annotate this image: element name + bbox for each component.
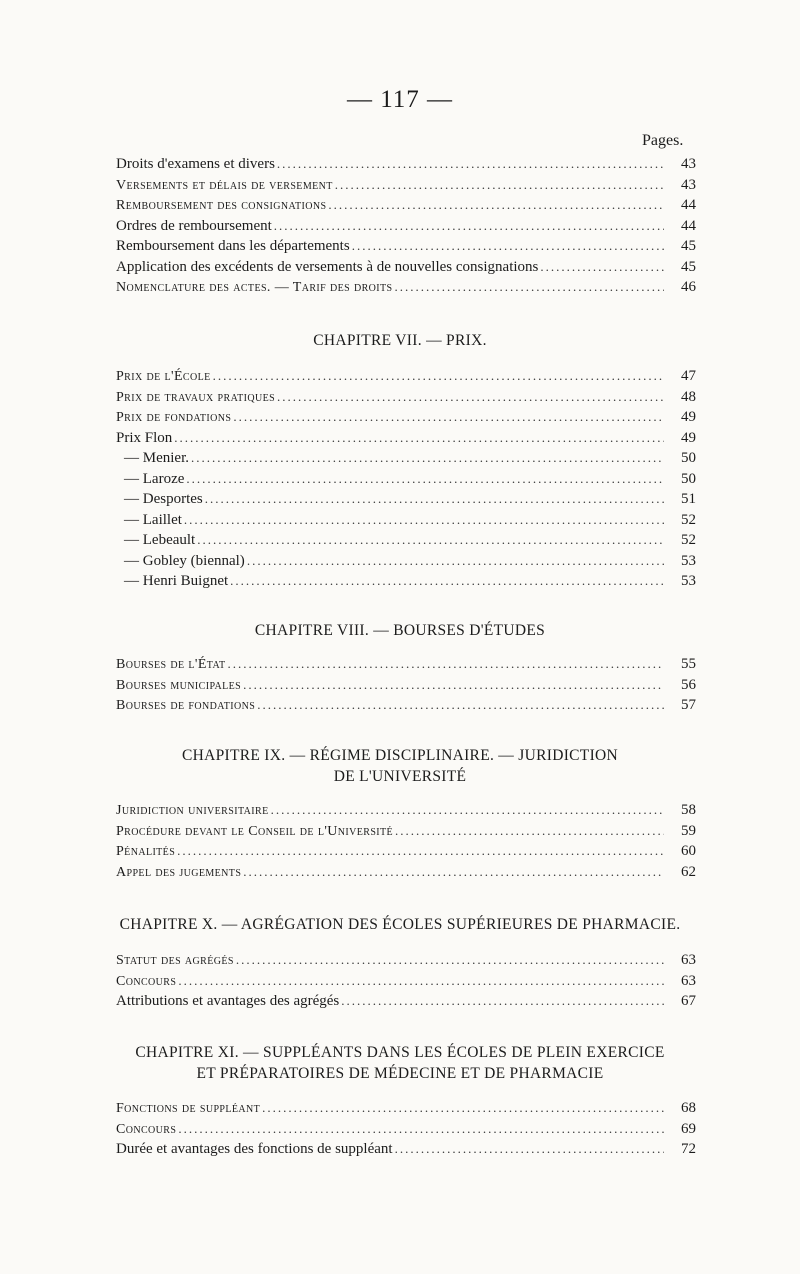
dot-leader xyxy=(395,1139,664,1160)
toc-entry xyxy=(116,530,696,551)
toc-entry-label: Nomenclature des actes. — Tarif des droits xyxy=(116,280,393,295)
toc-entry-label: Bourses municipales xyxy=(116,677,242,693)
toc-entry xyxy=(116,195,696,216)
chapter-title-line: ET PRÉPARATOIRES DE MÉDECINE ET DE PHARMACIE xyxy=(196,1065,604,1082)
dot-leader xyxy=(184,510,664,531)
dot-leader xyxy=(236,950,664,971)
toc-entry-page: 45 xyxy=(681,238,696,254)
toc-entry-page: 44 xyxy=(681,197,696,213)
toc-entry-label: Fonctions de suppléant xyxy=(116,1101,261,1116)
toc-entry xyxy=(116,387,696,408)
chapter-title-line: CHAPITRE IX. — RÉGIME DISCIPLINAIRE. — JURIDICTION xyxy=(181,747,619,764)
toc-entry-page: 69 xyxy=(681,1120,696,1137)
toc-entry-page: 72 xyxy=(681,1141,696,1157)
toc-entry xyxy=(116,277,696,298)
toc-entry-page: 56 xyxy=(681,676,696,693)
dot-leader xyxy=(230,571,664,592)
toc-entry-label: Prix Flon xyxy=(116,429,173,446)
dot-leader xyxy=(186,469,664,490)
toc-entry-label: Durée et avantages des fonctions de suppléant xyxy=(116,1141,393,1157)
toc-entry-page: 55 xyxy=(681,656,696,672)
toc-entry-page: 49 xyxy=(681,409,696,425)
dot-leader xyxy=(177,841,664,862)
toc-entry-page: 50 xyxy=(681,470,696,487)
chapter-title-line: CHAPITRE VIII. — BOURSES D'ÉTUDES xyxy=(254,622,546,639)
toc-chapter-section xyxy=(116,1098,696,1160)
toc-entry xyxy=(116,175,696,196)
toc-entry-label: Procédure devant le Conseil de l'Université xyxy=(116,823,394,839)
toc-entry-page: 58 xyxy=(681,802,696,818)
dot-leader xyxy=(191,448,664,469)
toc-entry xyxy=(116,862,696,883)
dot-leader xyxy=(174,428,664,449)
dot-leader xyxy=(213,366,664,387)
dot-leader xyxy=(197,530,664,551)
dot-leader xyxy=(277,154,664,175)
toc-entry-page: 60 xyxy=(681,843,696,859)
toc-entry-page: 68 xyxy=(681,1100,696,1116)
toc-entry-label: Statut des agrégés xyxy=(116,953,234,968)
toc-entry-label: Ordres de remboursement xyxy=(116,217,272,234)
toc-entry-label: Application des excédents de versements à de nouvelles consignations xyxy=(116,258,539,275)
toc-entry-label: Droits d'examens et divers xyxy=(116,156,275,172)
toc-entry-page: 62 xyxy=(681,863,696,880)
toc-entry xyxy=(116,1119,696,1140)
toc-entry-page: 47 xyxy=(681,368,696,384)
toc-entry-page: 63 xyxy=(681,972,696,989)
dot-leader xyxy=(328,195,664,216)
chapter-title xyxy=(100,330,700,351)
dot-leader xyxy=(352,236,664,257)
toc-entry-page: 49 xyxy=(681,429,696,446)
toc-entry-label: Prix de fondations xyxy=(116,410,232,425)
toc-chapter-section xyxy=(116,366,696,592)
toc-intro-section xyxy=(116,154,696,298)
chapter-title xyxy=(100,1042,700,1084)
toc-entry xyxy=(116,571,696,592)
toc-entry xyxy=(116,675,696,696)
toc-entry-label: Juridiction universitaire xyxy=(116,803,269,818)
toc-entry xyxy=(116,971,696,992)
toc-entry-page: 53 xyxy=(681,552,696,569)
toc-entry-label: — Laroze xyxy=(124,470,185,487)
toc-entry xyxy=(116,257,696,278)
pages-column-label: Pages. xyxy=(642,132,684,149)
toc-entry-label: Attributions et avantages des agrégés xyxy=(116,993,340,1009)
toc-entry-label: — Gobley (biennal) xyxy=(124,552,245,569)
page-number: — 117 — xyxy=(346,86,454,113)
toc-entry xyxy=(116,216,696,237)
chapter-title xyxy=(100,914,700,935)
dot-leader xyxy=(178,1119,664,1140)
toc-entry-page: 43 xyxy=(681,156,696,172)
toc-entry-label: — Desportes xyxy=(124,491,203,507)
dot-leader xyxy=(335,175,664,196)
toc-entry-page: 63 xyxy=(681,952,696,968)
toc-entry xyxy=(116,366,696,387)
chapter-title xyxy=(100,620,700,641)
toc-entry xyxy=(116,448,696,469)
dot-leader xyxy=(178,971,664,992)
toc-entry-label: Remboursement dans les départements xyxy=(116,238,350,254)
toc-entry xyxy=(116,510,696,531)
toc-entry xyxy=(116,821,696,842)
dot-leader xyxy=(262,1098,664,1119)
toc-entry-page: 57 xyxy=(681,697,696,713)
toc-entry-label: Pénalités xyxy=(116,844,176,859)
toc-entry xyxy=(116,654,696,675)
toc-entry-label: Concours xyxy=(116,973,177,989)
toc-entry-label: Versements et délais de versement xyxy=(116,177,333,193)
dot-leader xyxy=(247,551,664,572)
toc-entry-label: Bourses de fondations xyxy=(116,698,256,713)
dot-leader xyxy=(257,695,664,716)
toc-entry-label: — Laillet xyxy=(124,511,182,528)
toc-entry-page: 52 xyxy=(681,532,696,548)
toc-entry-page: 46 xyxy=(681,279,696,295)
toc-entry-page: 67 xyxy=(681,993,696,1009)
toc-entry-label: Appel des jugements xyxy=(116,864,242,880)
dot-leader xyxy=(243,675,664,696)
toc-entry-label: — Menier. xyxy=(124,450,189,466)
dot-leader xyxy=(277,387,664,408)
chapter-title-line: DE L'UNIVERSITÉ xyxy=(333,768,467,785)
toc-entry-page: 51 xyxy=(681,491,696,507)
toc-entry-page: 45 xyxy=(681,258,696,275)
toc-entry-page: 48 xyxy=(681,388,696,405)
toc-entry-label: Prix de travaux pratiques xyxy=(116,389,276,405)
toc-entry-page: 59 xyxy=(681,822,696,839)
chapter-title-line: CHAPITRE VII. — PRIX. xyxy=(313,332,487,349)
toc-entry xyxy=(116,1139,696,1160)
toc-entry xyxy=(116,991,696,1012)
toc-entry-page: 53 xyxy=(681,573,696,589)
toc-entry xyxy=(116,469,696,490)
toc-entry xyxy=(116,841,696,862)
toc-entry-label: — Lebeault xyxy=(124,532,196,548)
chapter-title-line: CHAPITRE X. — AGRÉGATION DES ÉCOLES SUPÉRIEURES DE PHARMACIE. xyxy=(119,916,681,933)
toc-entry xyxy=(116,236,696,257)
toc-entry xyxy=(116,950,696,971)
toc-entry xyxy=(116,800,696,821)
dot-leader xyxy=(233,407,664,428)
dot-leader xyxy=(271,800,664,821)
dot-leader xyxy=(395,821,664,842)
toc-entry xyxy=(116,489,696,510)
toc-entry-label: Prix de l'École xyxy=(116,369,211,384)
dot-leader xyxy=(540,257,664,278)
toc-entry xyxy=(116,428,696,449)
toc-entry-page: 43 xyxy=(681,176,696,193)
dot-leader xyxy=(205,489,664,510)
toc-chapter-section xyxy=(116,950,696,1012)
toc-entry xyxy=(116,1098,696,1119)
dot-leader xyxy=(243,862,664,883)
dot-leader xyxy=(395,277,664,298)
toc-entry xyxy=(116,695,696,716)
toc-chapter-section xyxy=(116,800,696,882)
toc-entry-label: Remboursement des consignations xyxy=(116,198,327,213)
toc-chapter-section xyxy=(116,654,696,716)
toc-entry xyxy=(116,154,696,175)
toc-entry xyxy=(116,407,696,428)
toc-entry xyxy=(116,551,696,572)
chapter-title-line: CHAPITRE XI. — SUPPLÉANTS DANS LES ÉCOLES DE PLEIN EXERCICE xyxy=(135,1044,665,1061)
toc-entry-label: Bourses de l'État xyxy=(116,657,226,672)
toc-entry-page: 50 xyxy=(681,450,696,466)
dot-leader xyxy=(274,216,664,237)
chapter-title xyxy=(100,745,700,787)
toc-entry-label: — Henri Buignet xyxy=(124,573,229,589)
toc-entry-label: Concours xyxy=(116,1121,177,1137)
dot-leader xyxy=(341,991,664,1012)
toc-entry-page: 44 xyxy=(681,217,696,234)
toc-entry-page: 52 xyxy=(681,511,696,528)
dot-leader xyxy=(228,654,664,675)
